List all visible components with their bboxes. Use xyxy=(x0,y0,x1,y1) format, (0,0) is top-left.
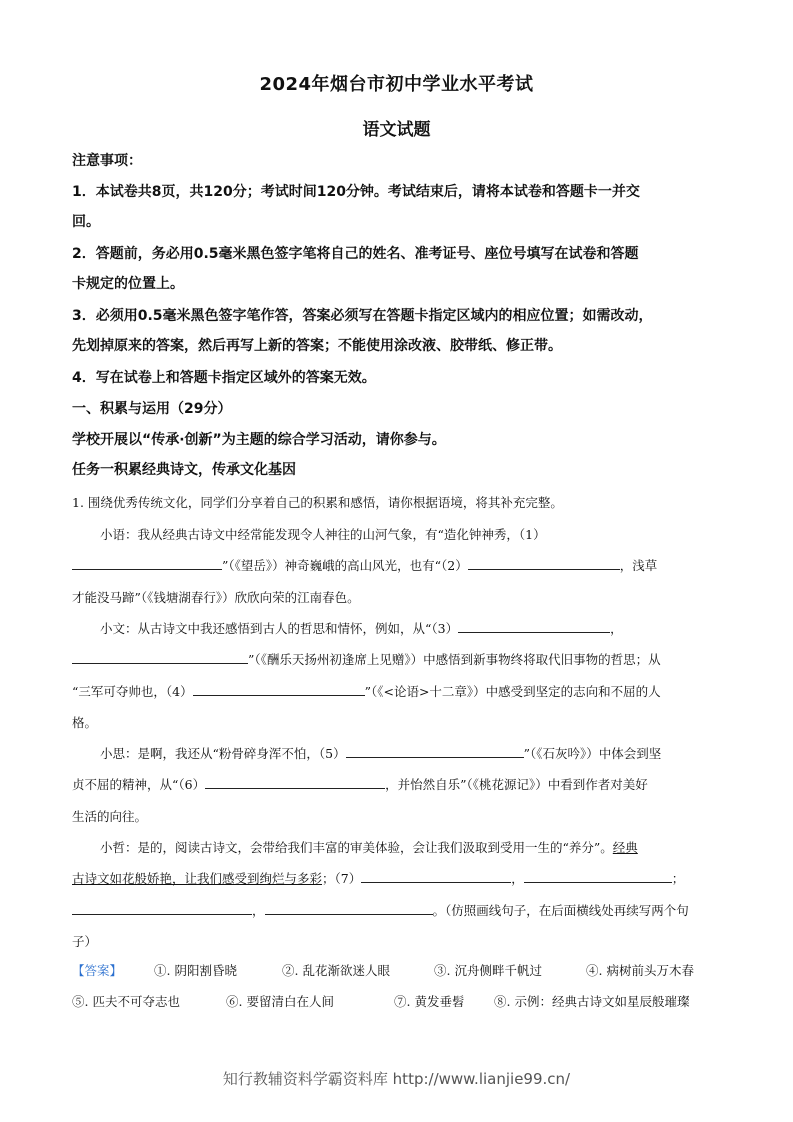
paragraph-xiaowen-line-4: 格。 xyxy=(72,715,98,730)
answer-item: ②. 乱花渐欲迷人眼 xyxy=(282,963,390,978)
text-segment: ”（《酬乐天扬州初逢席上见赠》）中感悟到新事物终将取代旧事物的哲思；从 xyxy=(248,652,661,667)
notice-item-2-line-1: 2．答题前，务必用0.5毫米黑色签字笔将自己的姓名、准考证号、座位号填写在试卷和答题 xyxy=(72,246,639,262)
text-segment: 。（仿照画线句子，在后面横线处再续写两个句 xyxy=(432,903,689,918)
paragraph-xiaowen-line-2 xyxy=(72,644,724,676)
paragraph-xiaoyu-line-3: 才能没马蹄”（《钱塘湖春行》）欣欣向荣的江南春色。 xyxy=(72,590,360,605)
text-segment: ”（《望岳》）神奇巍峨的高山风光，也有“（2） xyxy=(222,558,468,573)
text-segment: ， xyxy=(511,871,524,886)
underlined-sentence: 古诗文如花般娇艳，让我们感受到绚烂与多彩 xyxy=(72,871,323,886)
answer-item: ④. 病树前头万木春 xyxy=(586,963,694,978)
notice-item-3-line-2: 先划掉原来的答案，然后再写上新的答案；不能使用涂改液、胶带纸、修正带。 xyxy=(72,338,562,354)
section-intro: 学校开展以“传承·创新”为主题的综合学习活动，请你参与。 xyxy=(72,432,446,448)
blank-3b[interactable] xyxy=(72,649,248,664)
text-segment: 小哲：是的，阅读古诗文，会带给我们丰富的审美体验，会让我们汲取到受用一生的“养分”。 xyxy=(100,840,613,855)
notice-item-3-line-1: 3．必须用0.5毫米黑色签字笔作答，答案必须写在答题卡指定区域内的相应位置；如需改动， xyxy=(72,308,653,324)
answer-item: ⑦. 黄发垂髫 xyxy=(394,994,465,1009)
notice-heading: 注意事项： xyxy=(72,153,142,169)
paragraph-xiaowen-line-1 xyxy=(72,613,752,645)
blank-2[interactable] xyxy=(468,555,620,570)
answer-label: 【答案】 xyxy=(72,963,123,978)
notice-item-1-line-2: 回。 xyxy=(72,214,100,230)
paragraph-xiaosi-line-3: 生活的向往。 xyxy=(72,809,148,824)
notice-item-2-line-2: 卡规定的位置上。 xyxy=(72,276,184,292)
blank-6[interactable] xyxy=(205,774,385,789)
paragraph-xiaosi-line-1 xyxy=(72,738,752,770)
answer-item: ③. 沉舟侧畔千帆过 xyxy=(434,963,542,978)
paragraph-xiaozhe-line-2 xyxy=(72,863,724,895)
text-segment: ， xyxy=(252,903,265,918)
paragraph-xiaoyu-line-2 xyxy=(72,550,724,582)
text-segment: ”（《<论语>十二章》）中感受到坚定的志向和不屈的人 xyxy=(364,684,661,699)
blank-1[interactable] xyxy=(72,555,222,570)
exam-title: 2024年烟台市初中学业水平考试 xyxy=(259,74,534,95)
notice-item-1-line-1: 1．本试卷共8页，共120分；考试时间120分钟。考试结束后，请将本试卷和答题卡一并交 xyxy=(72,184,640,200)
answer-item: ⑤. 匹夫不可夺志也 xyxy=(72,994,180,1009)
paragraph-xiaoyu-line-1: 小语：我从经典古诗文中经常能发现令人神往的山河气象，有“造化钟神秀，（1） xyxy=(100,527,546,542)
answer-item: ①. 阴阳割昏晓 xyxy=(154,963,237,978)
section-heading: 一、积累与运用（29分） xyxy=(72,401,232,417)
underlined-sentence: 经典 xyxy=(612,840,638,855)
paragraph-xiaosi-line-2 xyxy=(72,769,724,801)
text-segment: ， xyxy=(610,621,623,636)
exam-subtitle: 语文试题 xyxy=(362,120,431,140)
text-segment: ”（《石灰吟》）中体会到坚 xyxy=(523,746,662,761)
question-1: 1. 围绕优秀传统文化，同学们分享着自己的积累和感悟，请你根据语境，将其补充完整。 xyxy=(72,495,563,510)
watermark-footer: 知行教辅资料学霸资料库 http://www.lianjie99.cn/ xyxy=(222,1070,571,1088)
text-segment: ；（7） xyxy=(322,871,362,886)
blank-7b[interactable] xyxy=(524,868,672,883)
answer-row-1 xyxy=(72,956,724,986)
text-segment: 贞不屈的精神，从“（6） xyxy=(72,777,206,792)
paragraph-xiaozhe-line-3 xyxy=(72,895,724,927)
paragraph-xiaowen-line-3 xyxy=(72,676,724,708)
answer-item: ⑥. 要留清白在人间 xyxy=(226,994,334,1009)
answer-row-2 xyxy=(72,987,724,1017)
text-segment: ； xyxy=(671,871,685,886)
answer-item: ⑧. 示例：经典古诗文如星辰般璀璨 xyxy=(494,994,690,1009)
paragraph-xiaozhe-line-4: 子） xyxy=(72,934,98,949)
blank-7c[interactable] xyxy=(72,900,252,915)
text-segment: ，并怡然自乐”（《桃花源记》）中看到作者对美好 xyxy=(385,777,648,792)
blank-5[interactable] xyxy=(346,743,524,758)
task-heading: 任务一积累经典诗文，传承文化基因 xyxy=(72,462,296,478)
paragraph-xiaozhe-line-1 xyxy=(72,832,752,864)
blank-4[interactable] xyxy=(193,681,365,696)
text-segment: “三军可夺帅也，（4） xyxy=(72,684,193,699)
text-segment: 小思：是啊，我还从“粉骨碎身浑不怕，（5） xyxy=(100,746,346,761)
notice-item-4: 4．写在试卷上和答题卡指定区域外的答案无效。 xyxy=(72,370,376,386)
blank-7d[interactable] xyxy=(265,900,433,915)
text-segment: ，浅草 xyxy=(619,558,658,573)
blank-7a[interactable] xyxy=(361,868,511,883)
blank-3[interactable] xyxy=(458,618,610,633)
text-segment: 小文：从古诗文中我还感悟到古人的哲思和情怀，例如，从“（3） xyxy=(100,621,459,636)
